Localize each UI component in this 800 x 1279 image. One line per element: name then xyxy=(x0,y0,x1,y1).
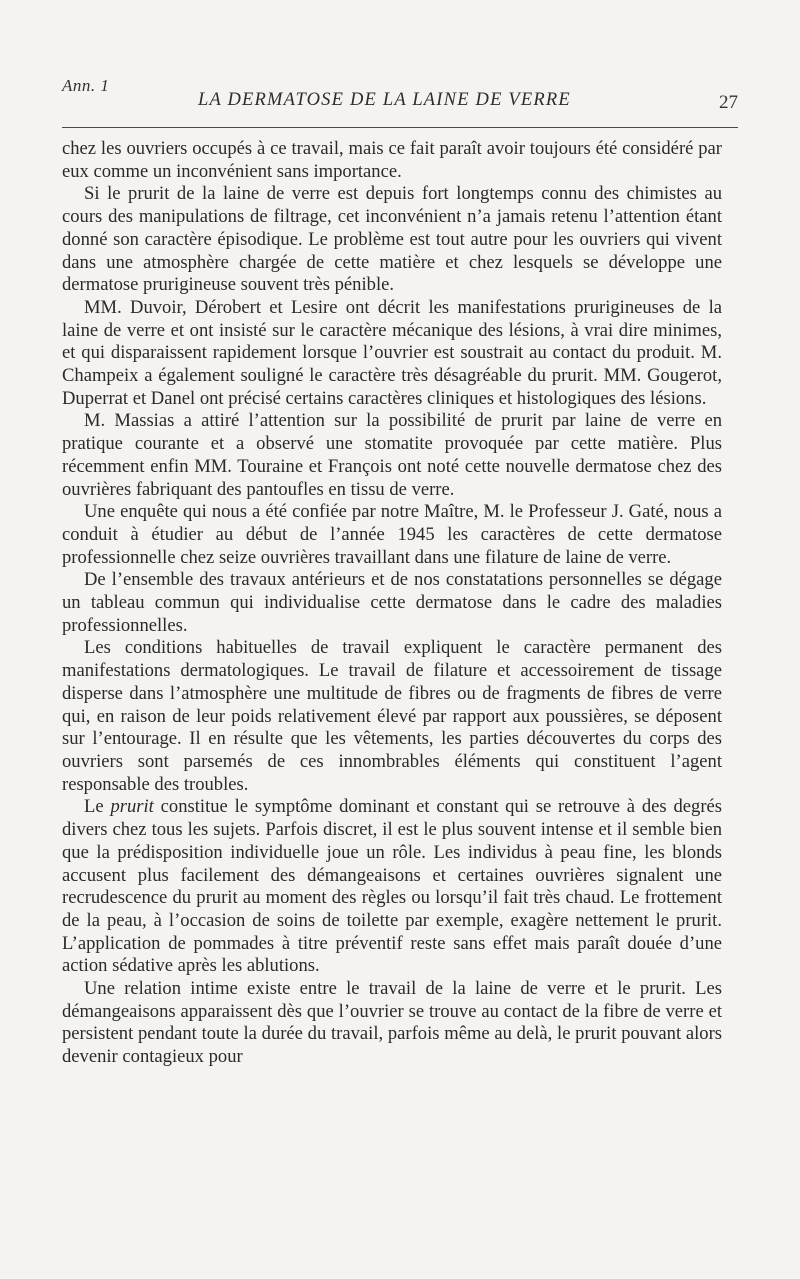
page-number: 27 xyxy=(719,92,738,113)
paragraph: De l’ensemble des travaux antérieurs et de nos constatations personnelles se dégage un tableau commun qui individualise cette dermatose dans le cadre des maladies professionnelles. xyxy=(62,569,722,636)
running-head xyxy=(62,76,738,136)
emphasized-term: prurit xyxy=(110,796,154,818)
paragraph xyxy=(62,796,722,978)
paragraph: chez les ouvriers occupés à ce travail, mais ce fait paraît avoir toujours été considéré par eux comme un inconvénient sans importance. xyxy=(62,138,722,182)
body-text xyxy=(62,138,722,1069)
header-rule xyxy=(62,127,738,128)
journal-abbreviation: Ann. 1 xyxy=(62,76,110,95)
paragraph: Les conditions habituelles de travail expliquent le caractère permanent des manifestations dermatologiques. Le travail de filature et accessoirement de tissage disperse dans l’atmosphère une multitude de fibres ou de fragments de fibres de verre qui, en raison de leur poids relativement élevé par rapport aux poussières, se déposent sur l’entourage. Il en résulte que les vêtements, les parties découvertes du corps des ouvriers sont parsemés de ces innombrables éléments qui constituent l’agent responsable des troubles. xyxy=(62,637,722,795)
paragraph: Une enquête qui nous a été confiée par notre Maître, M. le Professeur J. Gaté, nous a conduit à étudier au début de l’année 1945 les caractères de cette dermatose professionnelle chez seize ouvrières travaillant dans une filature de laine de verre. xyxy=(62,501,722,568)
paragraph: MM. Duvoir, Dérobert et Lesire ont décrit les manifestations prurigineuses de la laine de verre et ont insisté sur le caractère mécanique des lésions, à vrai dire minimes, et qui disparaissent rapidement lorsque l’ouvrier est soustrait au contact du produit. M. Champeix a également souligné le caractère très désagréable du prurit. MM. Gougerot, Duperrat et Danel ont précisé certains caractères cliniques et histologiques des lésions. xyxy=(62,296,722,409)
paragraph: M. Massias a attiré l’attention sur la possibilité de prurit par laine de verre en pratique courante et a observé une stomatite provoquée par cette matière. Plus récemment enfin MM. Touraine et François ont noté cette nouvelle dermatose chez des ouvrières fabriquant des pantoufles en tissu de verre. xyxy=(62,410,722,500)
paragraph-lead: Le xyxy=(84,796,111,818)
paragraph-rest: constitue le symptôme dominant et constant qui se retrouve à des degrés divers chez tous les sujets. Parfois discret, il est le plus souvent intense et il semble bien que la prédisposition individuelle joue un rôle. Les individus à peau fine, les blonds accusent plus facilement des démangeaisons et certaines ouvrières signalent une recrudescence du prurit au moment des règles ou lorsqu’il fait très chaud. Le frottement de la peau, à l’occasion de soins de toilette par exemple, exagère nettement le prurit. L’application de pommades à titre préventif reste sans effet mais paraît douée d’une action sédative après les ablutions. xyxy=(62,796,722,977)
paragraph: Une relation intime existe entre le travail de la laine de verre et le prurit. Les démangeaisons apparaissent dès que l’ouvrier se trouve au contact de la fibre de verre et persistent pendant toute la durée du travail, parfois même au delà, le prurit pouvant alors devenir contagieux pour xyxy=(62,978,722,1068)
paragraph: Si le prurit de la laine de verre est depuis fort longtemps connu des chimistes au cours des manipulations de filtrage, cet inconvénient n’a jamais retenu l’attention étant donné son caractère épisodique. Le problème est tout autre pour les ouvriers qui vivent dans une atmosphère chargée de cette matière et chez lesquels se développe une dermatose prurigineuse souvent très pénible. xyxy=(62,183,722,296)
running-title: LA DERMATOSE DE LA LAINE DE VERRE xyxy=(198,90,571,110)
